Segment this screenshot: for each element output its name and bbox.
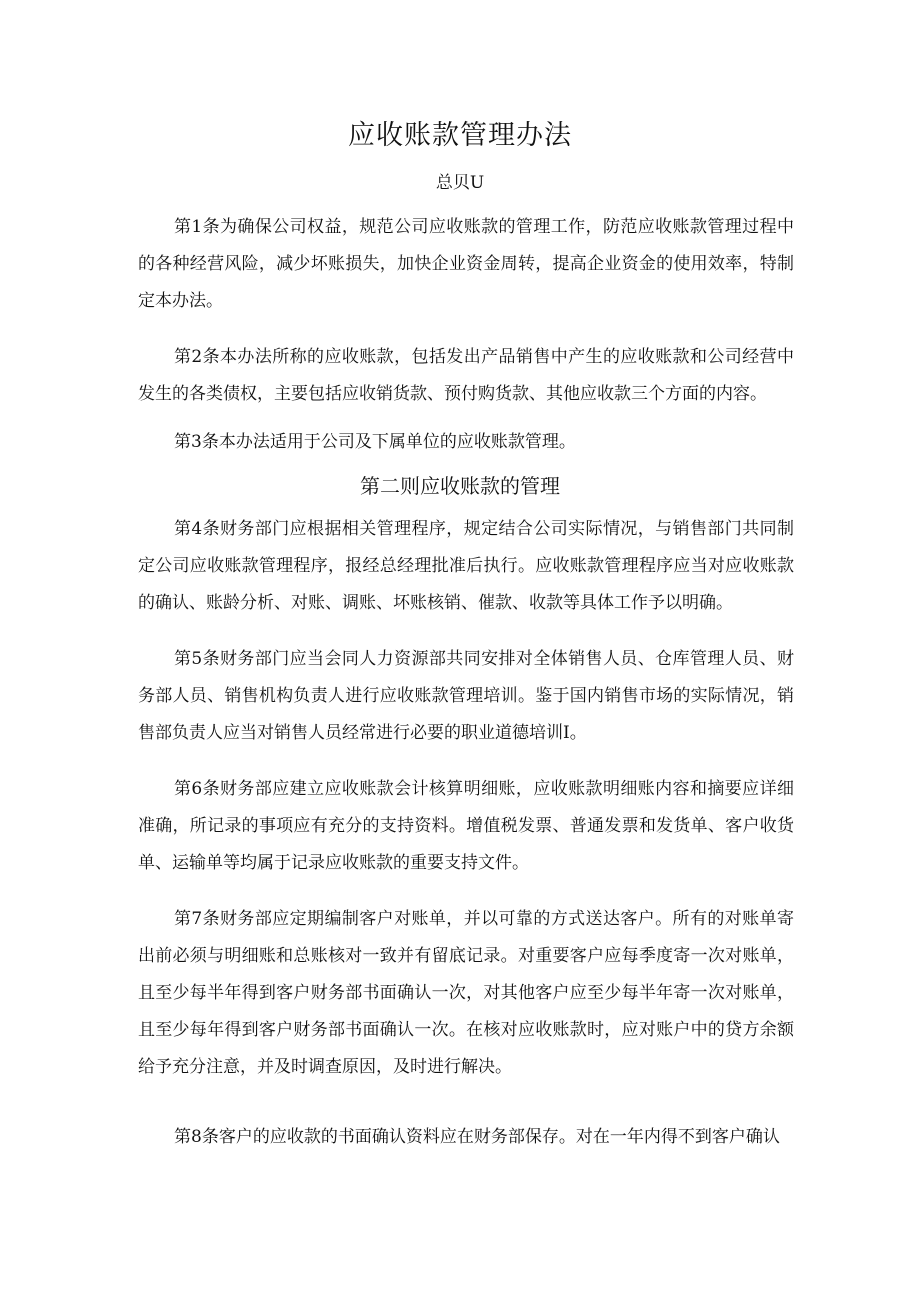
article-8: 第8条客户的应收款的书面确认资料应在财务部保存。对在一年内得不到客户确认	[174, 1127, 780, 1147]
document-title: 应收账款管理办法	[348, 120, 572, 151]
article-2: 第2条本办法所称的应收账款，包括发出产品销售中产生的应收账款和公司经营中发生的各类债权，主要包括应收销货款、预付购货款、其他应收款三个方面的内容。	[138, 347, 794, 404]
article-3: 第3条本办法适用于公司及下属单位的应收账款管理。	[174, 432, 576, 452]
article-5: 第5条财务部门应当会同人力资源部共同安排对全体销售人员、仓库管理人员、财务部人员、销售机构负责人进行应收账款管理培训。鉴于国内销售市场的实际情况，销售部负责人应当对销售人员经常进行必要的职业道德培训I。	[138, 649, 794, 743]
article-4: 第4条财务部门应根据相关管理程序，规定结合公司实际情况，与销售部门共同制定公司应收账款管理程序，报经总经理批准后执行。应收账款管理程序应当对应收账款的确认、账龄分析、对账、调账、坏账核销、催款、收款等具体工作予以明确。	[138, 519, 794, 613]
document-subtitle: 总贝U	[435, 173, 485, 193]
article-7: 第7条财务部应定期编制客户对账单，并以可靠的方式送达客户。所有的对账单寄出前必须与明细账和总账核对一致并有留底记录。对重要客户应每季度寄一次对账单，且至少每半年得到客户财务部书面确认一次，对其他客户应至少每半年寄一次对账单，且至少每年得到客户财务部书面确认一次。在核对应收账款时，应对账户中的贷方余额给予充分注意，并及时调查原因，及时进行解决。	[138, 909, 794, 1077]
section-title: 第二则应收账款的管理	[360, 474, 560, 498]
article-1: 第1条为确保公司权益，规范公司应收账款的管理工作，防范应收账款管理过程中的各种经营风险，减少坏账损失，加快企业资金周转，提高企业资金的使用效率，特制定本办法。	[138, 217, 794, 311]
article-6: 第6条财务部应建立应收账款会计核算明细账，应收账款明细账内容和摘要应详细准确，所记录的事项应有充分的支持资料。增值税发票、普通发票和发货单、客户收货单、运输单等均属于记录应收账款的重要支持文件。	[138, 779, 794, 873]
